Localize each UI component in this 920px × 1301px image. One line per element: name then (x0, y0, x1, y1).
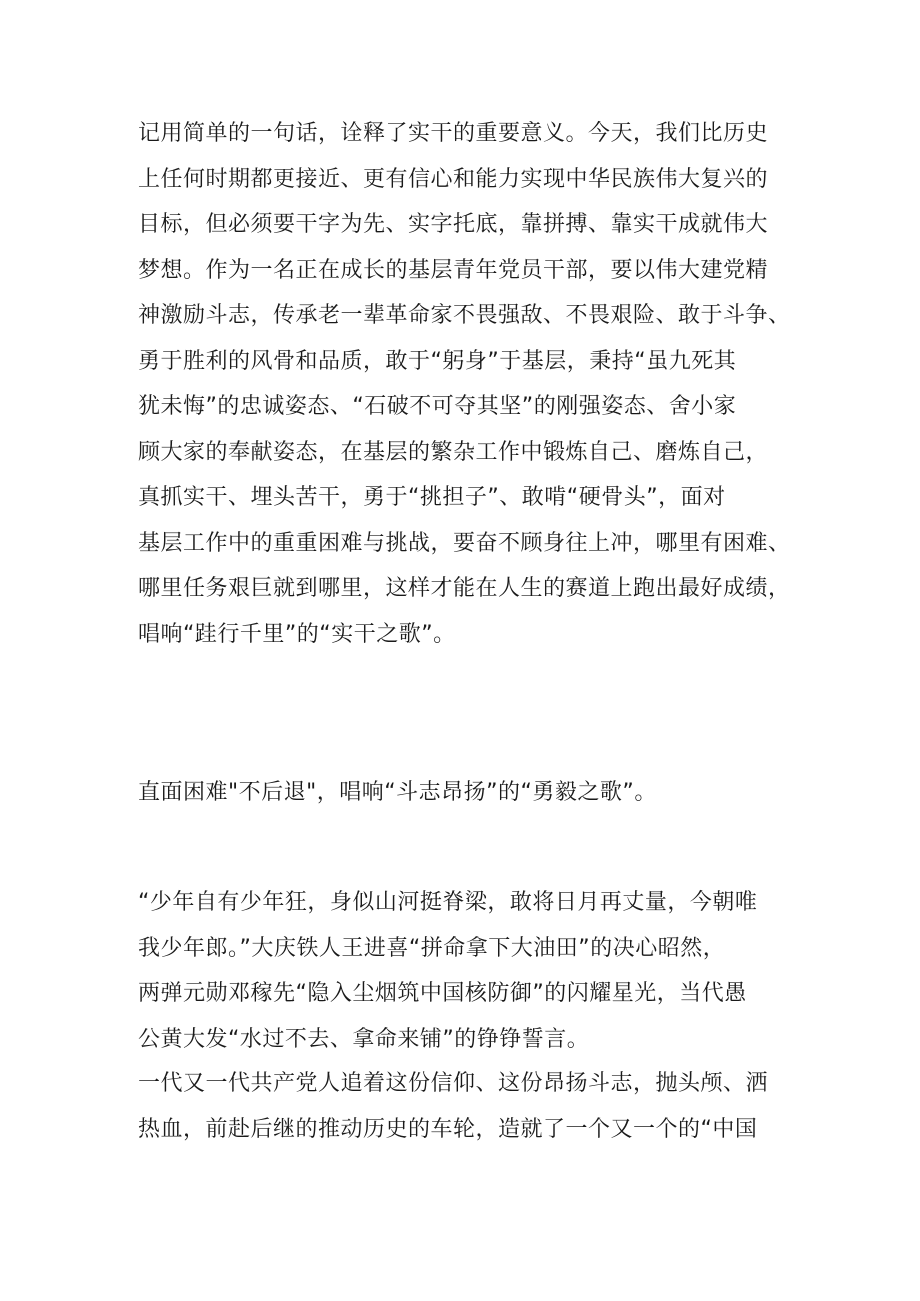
text-line: 上任何时期都更接近、更有信心和能力实现中华民族伟大复兴的 (138, 166, 769, 192)
text-line: 哪里任务艰巨就到哪里，这样才能在人生的赛道上跑出最好成绩， (138, 576, 791, 601)
text-line: 目标，但必须要干字为先、实字托底，靠拼搏、靠实干成就伟大 (138, 212, 769, 237)
text-line: 顾大家的奉献姿态，在基层的繁杂工作中锻炼自己、磨炼自己， (138, 439, 769, 465)
text-line: 犹未悔”的忠诚姿态、“石破不可夺其坚”的刚强姿态、舍小家 (138, 394, 737, 419)
paragraph-practical-work (138, 111, 798, 657)
text-line: “少年自有少年狂，身似山河挺脊梁，敢将日月再丈量，今朝唯 (138, 890, 758, 915)
text-line: 真抓实干、埋头苦干，勇于“挑担子”、敢啃“硬骨头”，面对 (138, 485, 726, 510)
text-line: 唱响“跬行千里”的“实干之歌”。 (138, 621, 456, 647)
text-line: 热血，前赴后继的推动历史的车轮，造就了一个又一个的“中国 (138, 1116, 758, 1142)
text-line: 记用简单的一句话，诠释了实干的重要意义。今天，我们比历史 (138, 121, 769, 146)
paragraph-youth-quote (138, 880, 798, 1062)
section-heading (138, 770, 798, 816)
text-line: 基层工作中的重重困难与挑战，要奋不顾身往上冲，哪里有困难、 (138, 530, 791, 556)
text-line: 两弹元勋邓稼先“隐入尘烟筑中国核防御”的闪耀星光，当代愚 (138, 981, 747, 1006)
text-line: 神激励斗志，传承老一辈革命家不畏强敌、不畏艰险、敢于斗争、 (138, 303, 791, 328)
text-line: 梦想。作为一名正在成长的基层青年党员干部，要以伟大建党精 (138, 257, 769, 283)
heading-text: 直面困难"不后退"，唱响“斗志昂扬”的“勇毅之歌”。 (138, 780, 657, 805)
paragraph-generations (138, 1061, 798, 1152)
text-line: 公黄大发“水过不去、拿命来铺”的铮铮誓言。 (138, 1026, 590, 1052)
text-line: 一代又一代共产党人追着这份信仰、这份昂扬斗志，抛头颅、洒 (138, 1071, 769, 1096)
text-line: 我少年郎。”大庆铁人王进喜“拼命拿下大油田”的决心昭然， (138, 935, 726, 961)
text-line: 勇于胜利的风骨和品质，敢于“躬身”于基层，秉持“虽九死其 (138, 348, 737, 374)
